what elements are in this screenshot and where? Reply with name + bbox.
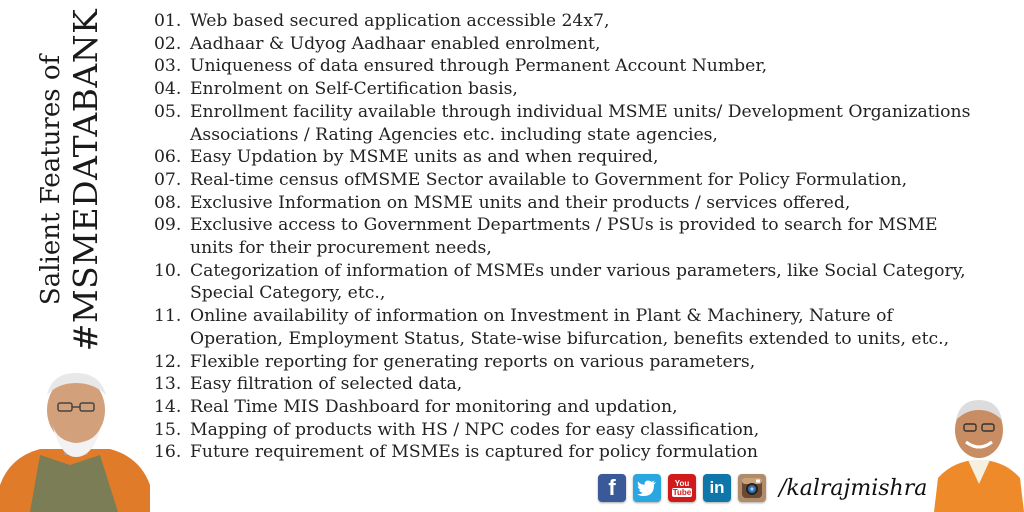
- feature-list: [154, 10, 1024, 464]
- side-title: [0, 0, 140, 360]
- facebook-icon[interactable]: f: [598, 474, 626, 502]
- feature-text-line: Flexible reporting for generating reports on various parameters,: [190, 351, 756, 372]
- feature-item: [154, 10, 1024, 33]
- feature-text-line: Real-time census ofMSME Sector available to Government for Policy Formulation,: [190, 169, 908, 190]
- title-hashtag: #MSMEDATABANK: [66, 8, 105, 352]
- feature-item: [154, 169, 1024, 192]
- feature-number: 04.: [154, 79, 182, 100]
- feature-number: 13.: [154, 374, 182, 395]
- feature-item: [154, 396, 1024, 419]
- person-right-illustration: [934, 394, 1024, 512]
- feature-text: [190, 374, 462, 394]
- feature-text: [190, 147, 658, 167]
- feature-text-line: Easy filtration of selected data,: [190, 374, 463, 395]
- feature-item: [154, 146, 1024, 169]
- feature-item: [154, 351, 1024, 374]
- feature-number: 05.: [154, 101, 182, 122]
- feature-number: 06.: [154, 147, 182, 168]
- feature-text-line: Associations / Rating Agencies etc. including state agencies,: [190, 124, 718, 145]
- feature-text-line: Special Category, etc.,: [190, 283, 386, 304]
- social-bar: [598, 472, 927, 504]
- feature-text-line: Real Time MIS Dashboard for monitoring and updation,: [190, 396, 678, 417]
- feature-number: 12.: [154, 351, 182, 372]
- feature-text-line: Easy Updation by MSME units as and when required,: [190, 147, 659, 168]
- social-handle[interactable]: /kalrajmishra: [779, 475, 928, 501]
- twitter-icon[interactable]: [633, 474, 661, 502]
- camera-icon: [741, 477, 763, 499]
- feature-number: 02.: [154, 33, 182, 54]
- feature-item: [154, 373, 1024, 396]
- feature-item: [154, 260, 1024, 305]
- side-title-rotated: [35, 9, 105, 352]
- feature-item: [154, 55, 1024, 78]
- feature-text: [190, 442, 758, 462]
- feature-item: [154, 305, 1024, 350]
- youtube-tube-label: Tube: [672, 488, 692, 497]
- feature-text: [190, 420, 759, 440]
- feature-number: 03.: [154, 56, 182, 77]
- feature-text: [190, 79, 518, 99]
- feature-text: [190, 261, 966, 304]
- title-line-1: Salient Features of: [36, 54, 66, 306]
- feature-text-line: Operation, Employment Status, State-wise bifurcation, benefits extended to units, etc.,: [190, 328, 950, 349]
- feature-text-line: Online availability of information on Investment in Plant & Machinery, Nature of: [190, 306, 893, 327]
- feature-number: 11.: [154, 306, 182, 327]
- feature-item: [154, 214, 1024, 259]
- feature-item: [154, 419, 1024, 442]
- feature-text: [190, 102, 970, 145]
- feature-number: 09.: [154, 215, 182, 236]
- feature-text-line: Aadhaar & Udyog Aadhaar enabled enrolment,: [190, 33, 601, 54]
- feature-text-line: Web based secured application accessible 24x7,: [190, 11, 610, 31]
- feature-text: [190, 56, 767, 76]
- feature-text: [190, 170, 907, 190]
- portrait-left: [0, 365, 150, 512]
- person-left-illustration: [0, 365, 150, 512]
- feature-item: [154, 441, 1024, 464]
- feature-text-line: Future requirement of MSMEs is captured for policy formulation: [190, 442, 758, 463]
- feature-text-line: Enrolment on Self-Certification basis,: [190, 79, 518, 100]
- feature-text: [190, 215, 938, 258]
- feature-number: 01.: [154, 11, 182, 31]
- portrait-right: [934, 394, 1024, 512]
- youtube-icon[interactable]: [668, 474, 696, 502]
- feature-text-line: Exclusive Information on MSME units and their products / services offered,: [190, 192, 851, 213]
- feature-text-line: Mapping of products with HS / NPC codes for easy classification,: [190, 419, 760, 440]
- feature-item: [154, 33, 1024, 56]
- feature-text-line: Uniqueness of data ensured through Permanent Account Number,: [190, 56, 768, 77]
- feature-number: 07.: [154, 169, 182, 190]
- feature-text-line: units for their procurement needs,: [190, 238, 492, 259]
- feature-text: [190, 397, 678, 417]
- feature-text-line: Categorization of information of MSMEs under various parameters, like Social Category,: [190, 260, 966, 281]
- feature-number: 15.: [154, 419, 182, 440]
- feature-number: 08.: [154, 192, 182, 213]
- feature-text-line: Exclusive access to Government Departments / PSUs is provided to search for MSME: [190, 215, 938, 236]
- linkedin-icon[interactable]: in: [703, 474, 731, 502]
- feature-text: [190, 34, 600, 54]
- twitter-bird-icon: [637, 480, 657, 496]
- feature-text: [190, 11, 609, 31]
- feature-number: 10.: [154, 260, 182, 281]
- feature-text: [190, 193, 850, 213]
- feature-item: [154, 101, 1024, 146]
- feature-text: [190, 352, 755, 372]
- youtube-you-label: You: [674, 479, 690, 488]
- instagram-icon[interactable]: [738, 474, 766, 502]
- feature-number: 16.: [154, 442, 182, 463]
- feature-item: [154, 192, 1024, 215]
- feature-number: 14.: [154, 396, 182, 417]
- feature-text: [190, 306, 949, 349]
- feature-text-line: Enrollment facility available through individual MSME units/ Development Organizations: [190, 101, 971, 122]
- feature-item: [154, 78, 1024, 101]
